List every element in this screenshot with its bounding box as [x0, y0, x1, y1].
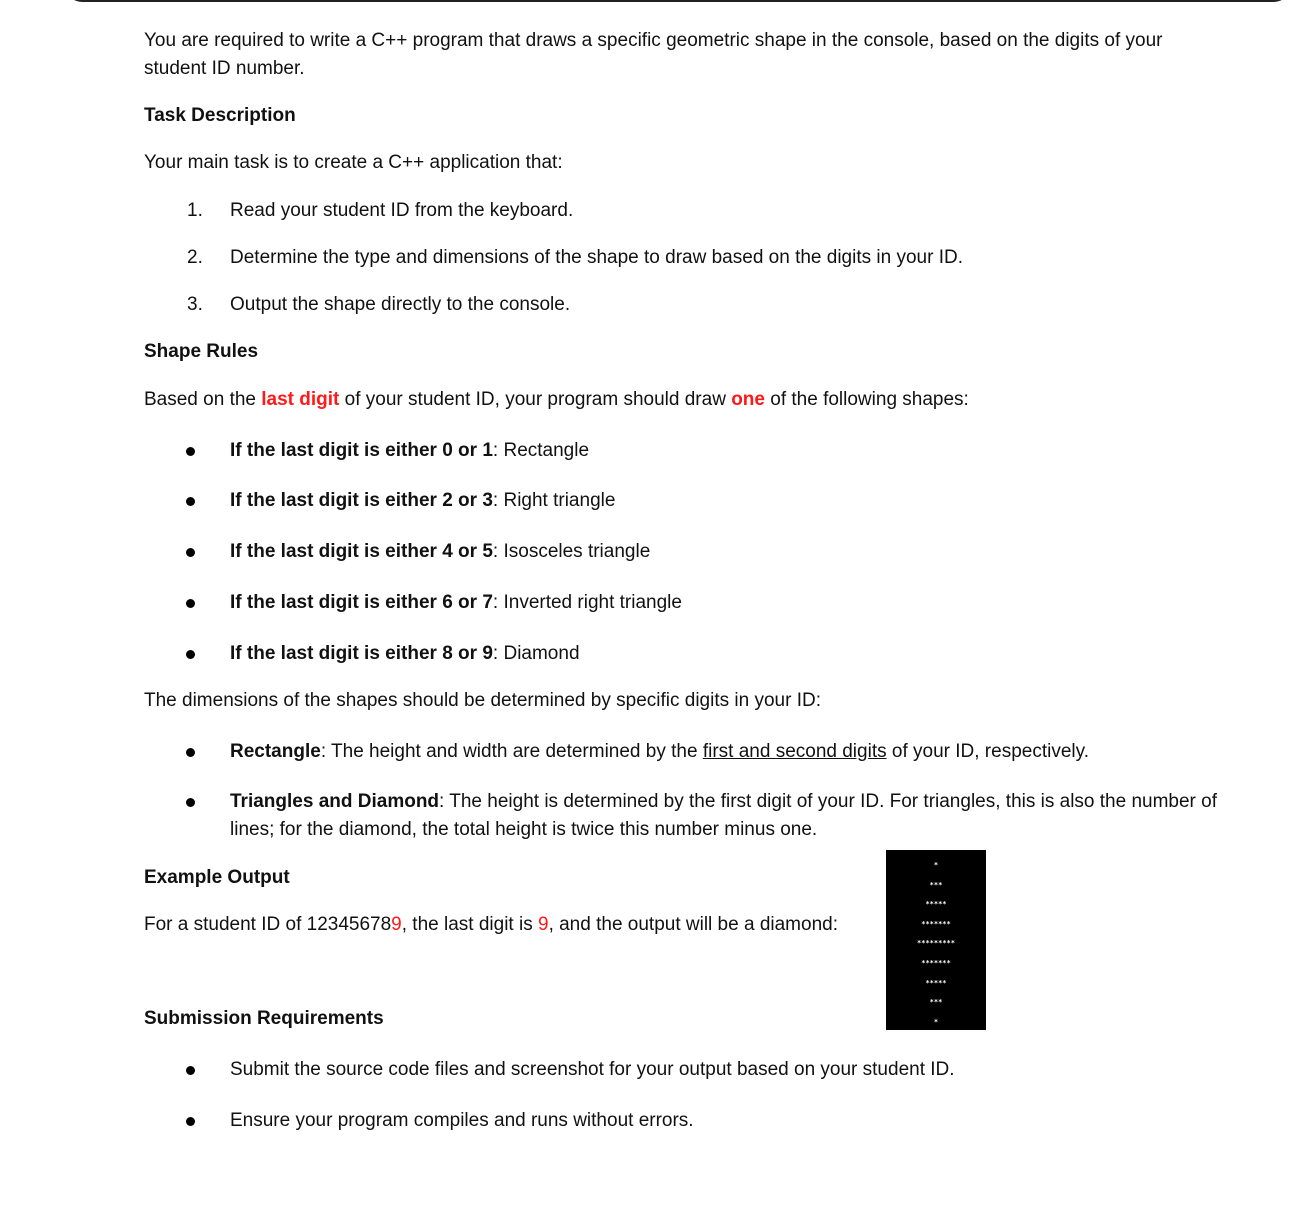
- step-number: 2.: [187, 247, 203, 268]
- step-number: 3.: [187, 294, 203, 315]
- bullet-icon: [186, 1066, 195, 1075]
- rules-lead: Based on the last digit of your student ID, your program should draw one of the following shapes:: [144, 389, 969, 410]
- bullet-icon: [186, 599, 195, 608]
- bullet-icon: [186, 650, 195, 659]
- page-border: [66, 0, 1290, 2]
- submission-item: Submit the source code files and screenshot for your output based on your student ID.: [230, 1059, 955, 1080]
- task-lead: Your main task is to create a C++ application that:: [144, 152, 563, 173]
- submission-heading: Submission Requirements: [144, 1008, 384, 1029]
- step-text: Determine the type and dimensions of the shape to draw based on the digits in your ID.: [230, 247, 963, 268]
- intro-paragraph: You are required to write a C++ program that draws a specific geometric shape in the console, based on the digits of your student ID number.: [144, 30, 1163, 79]
- rule-item: If the last digit is either 0 or 1: Rectangle: [230, 440, 590, 461]
- console-output-image: [886, 850, 986, 1030]
- console-row: *******: [921, 919, 951, 928]
- rule-item: If the last digit is either 4 or 5: Isosceles triangle: [230, 541, 651, 562]
- console-row: *: [933, 1017, 939, 1026]
- console-row: *: [933, 861, 939, 869]
- task-heading: Task Description: [144, 105, 296, 126]
- bullet-icon: [186, 447, 195, 456]
- step-number: 1.: [187, 200, 203, 221]
- one-emphasis: one: [731, 389, 765, 410]
- submission-item: Ensure your program compiles and runs without errors.: [230, 1110, 694, 1131]
- console-row: *********: [917, 939, 955, 948]
- example-text: For a student ID of 123456789, the last digit is 9, and the output will be a diamond:: [144, 914, 838, 935]
- bullet-icon: [186, 548, 195, 557]
- console-row: *******: [921, 959, 951, 967]
- bullet-icon: [186, 497, 195, 506]
- rules-heading: Shape Rules: [144, 341, 259, 362]
- bullet-icon: [186, 1117, 195, 1126]
- dimension-rectangle: Rectangle: The height and width are determined by the first and second digits of your ID, respectively.: [230, 741, 1089, 762]
- step-text: Output the shape directly to the console.: [230, 294, 571, 315]
- bullet-icon: [186, 748, 195, 757]
- example-heading: Example Output: [144, 867, 290, 888]
- bullet-icon: [186, 798, 195, 807]
- rule-item: If the last digit is either 2 or 3: Right triangle: [230, 490, 616, 511]
- rule-item: If the last digit is either 6 or 7: Inverted right triangle: [230, 592, 682, 613]
- console-row: *****: [925, 900, 947, 909]
- dimensions-lead: The dimensions of the shapes should be determined by specific digits in your ID:: [144, 690, 821, 711]
- last-digit-emphasis: last digit: [261, 389, 340, 410]
- step-text: Read your student ID from the keyboard.: [230, 200, 574, 221]
- console-row: ***: [929, 998, 943, 1007]
- dimension-triangles: Triangles and Diamond: The height is determined by the first digit of your ID. For triangles, this is also the number of lines; for the diamond, the total height is twice this number minus one.: [230, 791, 1218, 840]
- console-row: ***: [929, 880, 943, 889]
- console-row: *****: [925, 978, 947, 987]
- rule-item: If the last digit is either 8 or 9: Diamond: [230, 643, 580, 664]
